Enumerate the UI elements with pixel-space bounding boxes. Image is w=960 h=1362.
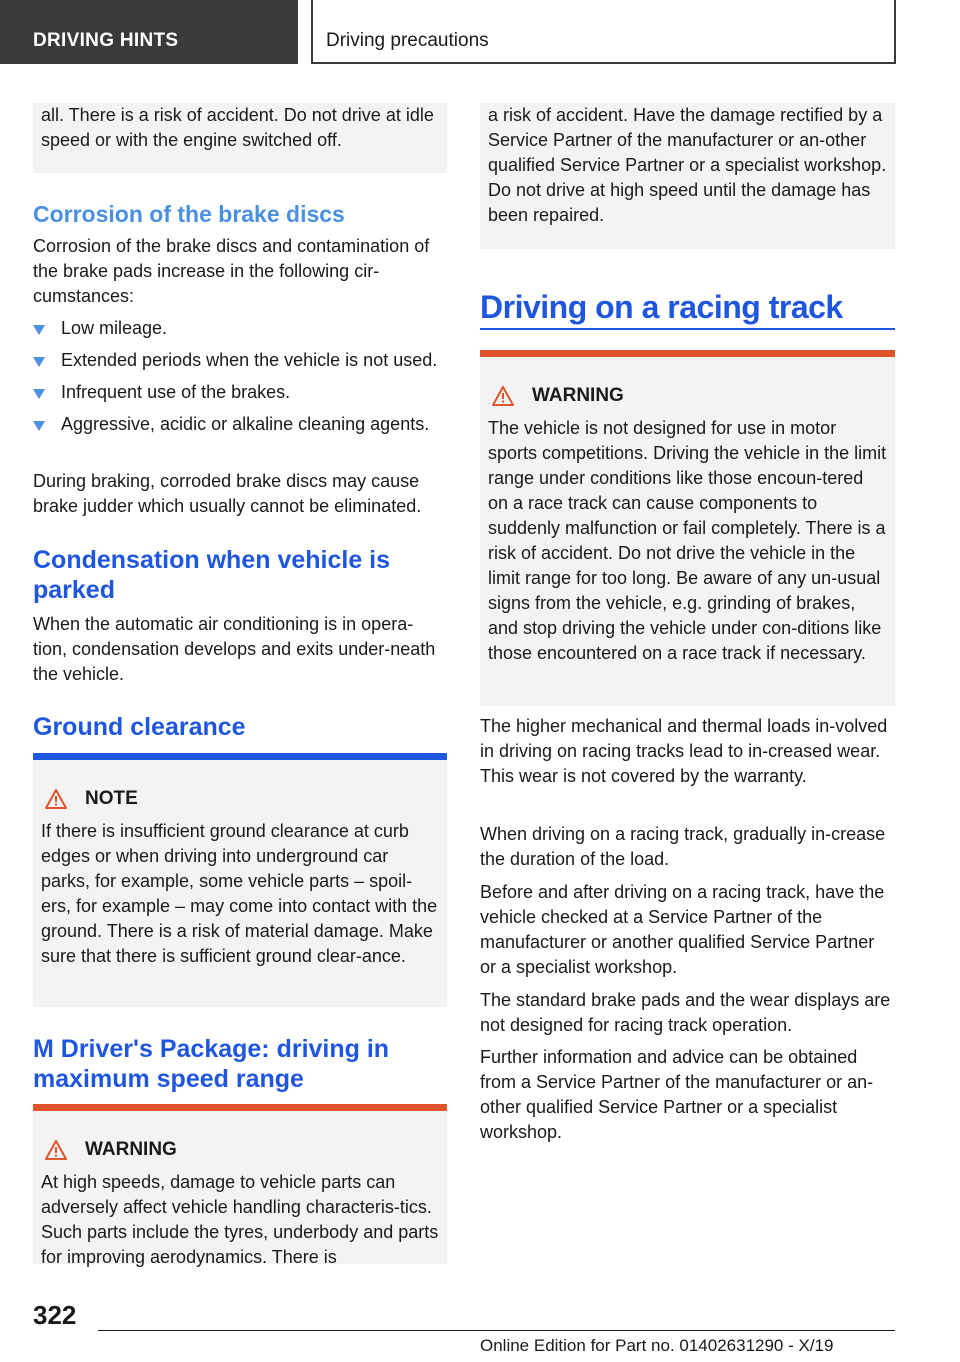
warning-box-racing-track xyxy=(480,350,895,706)
note-header xyxy=(41,786,439,811)
continued-warning-box-right xyxy=(480,103,895,249)
heading-underline xyxy=(480,328,895,330)
section-header-tab xyxy=(0,0,298,64)
bullet-triangle-icon xyxy=(33,389,45,399)
racing-paragraph-2: When driving on a racing track, gradually in-crease the duration of the load. xyxy=(480,824,886,869)
chapter-title: Driving precautions xyxy=(326,30,489,51)
continued-warning-text: all. There is a risk of accident. Do not drive at idle speed or with the engine switched off. xyxy=(41,105,434,150)
list-item: Low mileage. xyxy=(33,316,447,341)
heading-racing-track: Driving on a racing track xyxy=(480,289,843,325)
warning-text: The vehicle is not designed for use in motor sports competitions. Driving the vehicle in the limit range under conditions like those encoun-tered on a race track can cause components to suddenly malfunction or fail completely. There is a risk of accident. Do not drive the vehicle in the limit range for too long. Be aware of any un-usual signs from the vehicle, e.g. grinding of brakes, and stop driving the vehicle under con-ditions like those encountered on a race track if necessary. xyxy=(488,418,887,663)
warning-box-high-speed xyxy=(33,1104,447,1267)
racing-paragraph-3: Before and after driving on a racing track, have the vehicle checked at a Service Partner of the manufacturer or another qualified Service Partner or a specialist workshop. xyxy=(480,882,885,977)
corrosion-intro: Corrosion of the brake discs and contamination of the brake pads increase in the following cir-cumstances: xyxy=(33,236,430,306)
warning-triangle-icon xyxy=(488,386,518,406)
bullet-triangle-icon xyxy=(33,325,45,335)
warning-header xyxy=(41,1137,439,1162)
bullet-triangle-icon xyxy=(33,421,45,431)
continued-warning-box-left xyxy=(33,103,447,173)
racing-paragraph-1: The higher mechanical and thermal loads in-volved in driving on racing tracks lead to in-creased wear. This wear is not covered by the warranty. xyxy=(480,716,888,786)
warning-label: WARNING xyxy=(85,1139,177,1160)
list-item: Aggressive, acidic or alkaline cleaning agents. xyxy=(33,412,447,437)
condensation-text: When the automatic air conditioning is in opera-tion, condensation develops and exits under-neath the vehicle. xyxy=(33,614,436,684)
corrosion-bullet-list xyxy=(33,316,447,444)
racing-paragraph-4: The standard brake pads and the wear displays are not designed for racing track operation. xyxy=(480,990,891,1035)
warning-triangle-icon xyxy=(41,1140,71,1160)
heading-m-drivers-package: M Driver's Package: driving in maximum speed range xyxy=(33,1035,390,1093)
heading-ground-clearance: Ground clearance xyxy=(33,713,246,741)
note-label: NOTE xyxy=(85,788,138,809)
bullet-triangle-icon xyxy=(33,357,45,367)
list-item: Extended periods when the vehicle is not used. xyxy=(33,348,447,373)
warning-header xyxy=(488,383,887,408)
section-title: DRIVING HINTS xyxy=(33,30,179,51)
page-number: 322 xyxy=(33,1300,77,1330)
footer-divider xyxy=(98,1330,895,1331)
warning-label: WARNING xyxy=(532,385,624,406)
continued-warning-text: a risk of accident. Have the damage rectified by a Service Partner of the manufacturer or an-other qualified Service Partner or a specialist workshop. Do not drive at high speed until the damage has been repaired. xyxy=(488,105,887,225)
warning-triangle-icon xyxy=(41,789,71,809)
racing-paragraph-5: Further information and advice can be obtained from a Service Partner of the manufacturer or an-other qualified Service Partner or a specialist workshop. xyxy=(480,1047,874,1142)
heading-condensation: Condensation when vehicle is parked xyxy=(33,546,391,604)
corrosion-outro: During braking, corroded brake discs may cause brake judder which usually cannot be eliminated. xyxy=(33,471,422,516)
list-item: Infrequent use of the brakes. xyxy=(33,380,447,405)
warning-text: At high speeds, damage to vehicle parts can adversely affect vehicle handling characteris-tics. Such parts include the tyres, underbody and parts for improving aerodynamics. There is xyxy=(41,1172,439,1267)
heading-corrosion: Corrosion of the brake discs xyxy=(33,201,345,227)
note-text: If there is insufficient ground clearance at curb edges or when driving into underground car parks, for example, some vehicle parts – spoil-ers, for example – may come into contact with the ground. There is a risk of material damage. Make sure that there is sufficient ground clear-ance. xyxy=(41,821,438,966)
edition-footer: Online Edition for Part no. 01402631290 - X/19 xyxy=(480,1336,834,1355)
chapter-header-tab xyxy=(311,0,896,64)
note-box-ground-clearance xyxy=(33,753,447,1007)
